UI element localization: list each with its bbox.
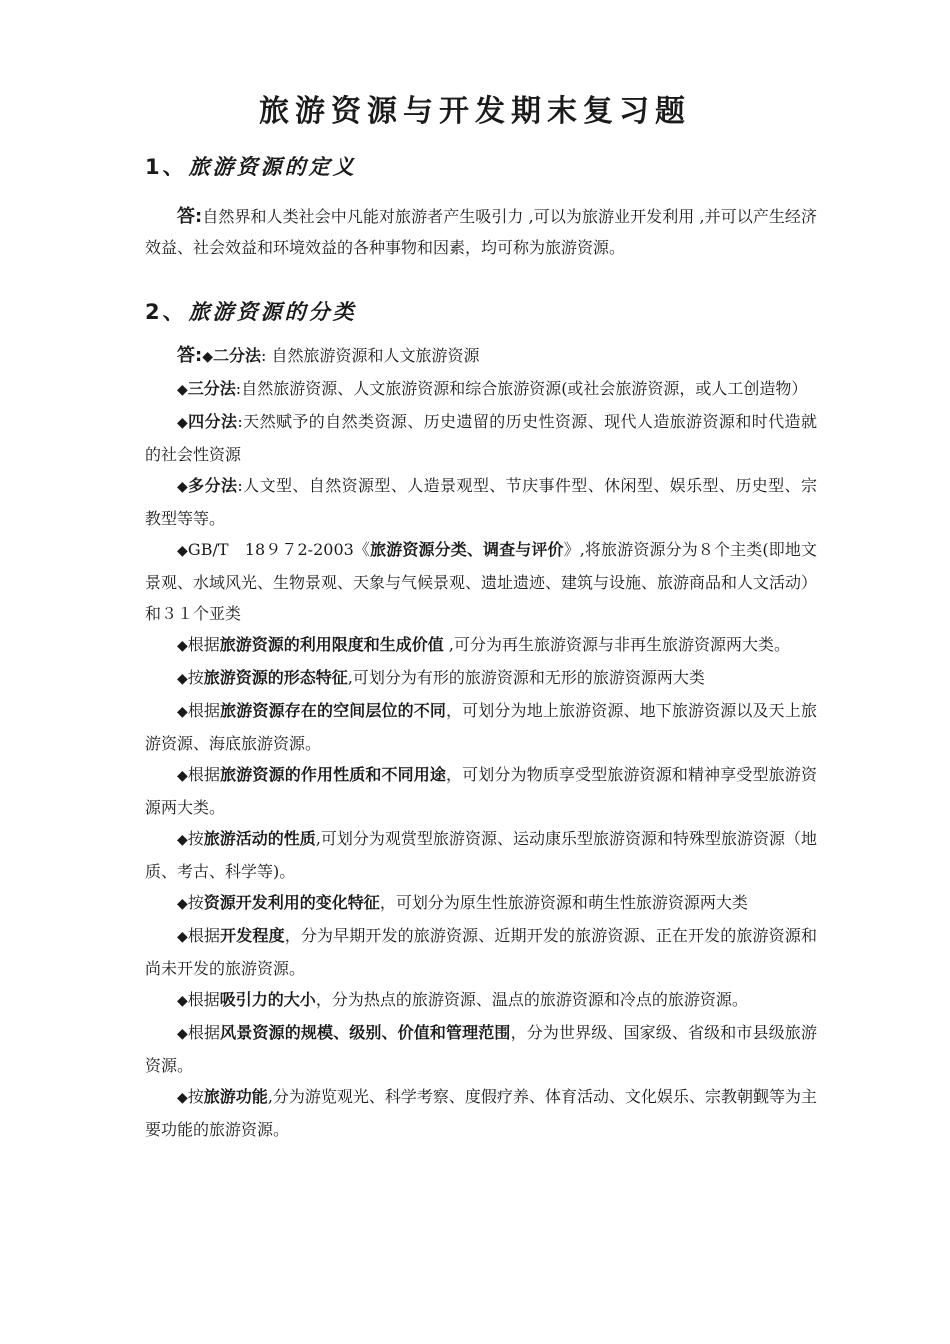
item-description: : 自然旅游资源和人文旅游资源 — [261, 346, 480, 365]
diamond-bullet-icon: ◆ — [177, 993, 188, 1009]
classification-answer — [145, 340, 817, 1145]
item-description: 》,将旅游资源分为８个主类(即地文景观、水域风光、生物景观、天象与气候景观、遗址遗迹、建筑与设施、旅游商品和人文活动）和３１个亚类 — [145, 540, 818, 623]
item-description: ,可划分为有形的旅游资源和无形的旅游资源两大类 — [347, 668, 705, 687]
item-prefix: 按 — [187, 668, 204, 687]
diamond-bullet-icon: ◆ — [177, 896, 188, 912]
item-prefix: 根据 — [187, 635, 220, 654]
item-keyword: 吸引力的大小 — [219, 990, 316, 1009]
classification-item — [145, 823, 817, 887]
item-prefix: 根据 — [187, 990, 220, 1009]
item-description: ,分为游览观光、科学考察、度假疗养、体育活动、文化娱乐、宗教朝觐等为主要功能的旅游资源。 — [145, 1087, 817, 1139]
item-description: ，可划分为物质享受型旅游资源和精神享受型旅游资源两大类。 — [145, 765, 817, 817]
item-description: :天然赋予的自然类资源、历史遗留的历史性资源、现代人造旅游资源和时代造就的社会性资源 — [145, 412, 817, 464]
item-description: :自然旅游资源、人文旅游资源和综合旅游资源(或社会旅游资源，或人工创造物） — [235, 379, 808, 398]
item-keyword: 旅游资源的形态特征 — [203, 668, 348, 687]
definition-answer — [145, 201, 817, 263]
diamond-bullet-icon: ◆ — [202, 349, 213, 365]
classification-item — [145, 629, 817, 662]
item-description: ，可划分为地上旅游资源、地下旅游资源以及天上旅游资源、海底旅游资源。 — [145, 701, 817, 753]
answer-label: 答: — [177, 206, 203, 227]
classification-item — [145, 887, 817, 920]
item-keyword: 旅游活动的性质 — [203, 829, 316, 848]
item-keyword: 多分法 — [188, 476, 238, 495]
item-keyword: 旅游资源的作用性质和不同用途 — [220, 765, 447, 784]
diamond-bullet-icon: ◆ — [177, 638, 188, 654]
classification-item — [145, 1081, 817, 1145]
section-heading-classification — [145, 297, 357, 327]
item-description: :人文型、自然资源型、人造景观型、节庆事件型、休闲型、娱乐型、历史型、宗教型等等。 — [145, 476, 817, 528]
item-prefix: 根据 — [187, 701, 221, 720]
section-number: 2、 — [145, 300, 187, 324]
item-description: ，分为热点的旅游资源、温点的旅游资源和冷点的旅游资源。 — [315, 990, 748, 1009]
item-prefix: 根据 — [187, 926, 221, 945]
item-keyword: 旅游资源的利用限度和生成价值 — [219, 635, 444, 654]
classification-item — [145, 1017, 817, 1081]
answer-label: 答: — [177, 345, 203, 366]
diamond-bullet-icon: ◆ — [177, 382, 188, 398]
item-keyword: 二分法 — [212, 346, 261, 365]
classification-item — [145, 695, 817, 759]
diamond-bullet-icon: ◆ — [177, 768, 188, 784]
diamond-bullet-icon: ◆ — [177, 479, 189, 495]
item-keyword: 四分法 — [188, 412, 238, 431]
answer-paragraph — [145, 201, 817, 263]
item-keyword: 旅游资源分类、调查与评价 — [370, 540, 564, 559]
classification-item — [145, 340, 817, 373]
item-keyword: 三分法 — [187, 379, 236, 398]
section-title: 旅游资源的定义 — [188, 155, 357, 179]
item-keyword: 资源开发利用的变化特征 — [203, 893, 380, 912]
page-title: 旅游资源与开发期末复习题 — [259, 94, 691, 129]
classification-item — [145, 470, 817, 534]
section-number: 1、 — [145, 155, 187, 179]
diamond-bullet-icon: ◆ — [177, 704, 188, 720]
section-title: 旅游资源的分类 — [188, 300, 357, 324]
item-prefix: 根据 — [187, 1023, 221, 1042]
classification-item — [145, 406, 817, 470]
item-description: ，可划分为原生性旅游资源和萌生性旅游资源两大类 — [379, 893, 748, 912]
item-keyword: 开发程度 — [220, 926, 285, 945]
classification-item — [145, 920, 817, 984]
diamond-bullet-icon: ◆ — [177, 543, 188, 559]
item-keyword: 风景资源的规模、级别、价值和管理范围 — [220, 1023, 511, 1042]
item-prefix: 按 — [187, 829, 204, 848]
item-keyword: 旅游功能 — [203, 1087, 268, 1106]
diamond-bullet-icon: ◆ — [177, 929, 188, 945]
diamond-bullet-icon: ◆ — [177, 1026, 188, 1042]
item-description: ,可分为再生旅游资源与非再生旅游资源两大类。 — [443, 635, 790, 654]
classification-item — [145, 534, 817, 629]
item-prefix: 按 — [187, 893, 204, 912]
item-description: ，分为早期开发的旅游资源、近期开发的旅游资源、正在开发的旅游资源和尚未开发的旅游资源。 — [145, 926, 817, 978]
diamond-bullet-icon: ◆ — [177, 1090, 188, 1106]
item-prefix: 按 — [187, 1087, 204, 1106]
diamond-bullet-icon: ◆ — [177, 832, 188, 848]
classification-item — [145, 373, 817, 406]
item-prefix: 根据 — [187, 765, 221, 784]
item-description: ，分为世界级、国家级、省级和市县级旅游资源。 — [145, 1023, 817, 1075]
classification-item — [145, 759, 817, 823]
section-heading-definition — [145, 152, 357, 182]
diamond-bullet-icon: ◆ — [177, 415, 189, 431]
classification-item — [145, 662, 817, 695]
classification-item — [145, 984, 817, 1017]
item-keyword: 旅游资源存在的空间层位的不同 — [220, 701, 447, 720]
answer-text: 自然界和人类社会中凡能对旅游者产生吸引力 ,可以为旅游业开发利用 ,并可以产生经济效益、社会效益和环境效益的各种事物和因素，均可称为旅游资源。 — [145, 207, 817, 257]
item-prefix: GB/T 18９７2-2003《 — [187, 540, 371, 559]
diamond-bullet-icon: ◆ — [177, 671, 188, 687]
item-description: ,可划分为观赏型旅游资源、运动康乐型旅游资源和特殊型旅游资源（地质、考古、科学等)。 — [145, 829, 817, 881]
